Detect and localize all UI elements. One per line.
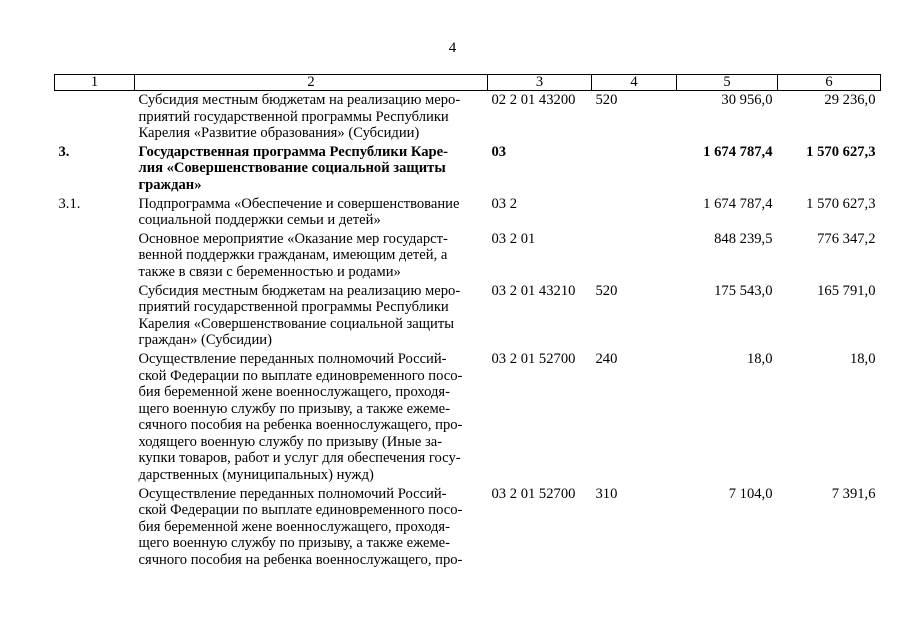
row-code: 03 xyxy=(491,143,507,160)
row-name xyxy=(135,195,488,230)
row-value-5: 18,0 xyxy=(746,350,773,367)
table-body xyxy=(55,91,881,570)
row-expense-type: 520 xyxy=(595,282,618,299)
row-expense-type xyxy=(592,143,677,195)
row-name-line: Осуществление переданных полномочий Россий- xyxy=(138,485,447,502)
column-number: 2 xyxy=(135,75,488,91)
row-name xyxy=(135,485,488,570)
row-name-line: также в связи с беременностью и родами» xyxy=(138,263,401,280)
row-name-line: Субсидия местным бюджетам на реализацию меро- xyxy=(138,92,461,108)
row-name-line: сячного пособия на ребенка военнослужащего, про- xyxy=(138,552,463,569)
row-name xyxy=(135,350,488,485)
row-name-line: лия «Совершенствование социальной защиты xyxy=(138,160,446,177)
row-name-line: Государственная программа Республики Каре- xyxy=(138,143,449,160)
row-index: 3.1. xyxy=(58,195,81,212)
row-name-line: Карелия «Совершенствование социальной защиты xyxy=(138,315,455,332)
row-name xyxy=(135,143,488,195)
table-row xyxy=(55,485,881,570)
row-name-line: Подпрограмма «Обеспечение и совершенствование xyxy=(138,195,460,212)
row-value-5: 848 239,5 xyxy=(714,230,773,247)
row-index xyxy=(55,91,135,143)
table-row xyxy=(55,143,881,195)
column-number: 5 xyxy=(677,75,778,91)
row-value-6: 1 570 627,3 xyxy=(806,195,876,212)
row-code: 03 2 01 52700 xyxy=(491,350,576,367)
row-name xyxy=(135,282,488,350)
table-header xyxy=(55,75,881,91)
row-index xyxy=(55,350,135,485)
row-name-line: Субсидия местным бюджетам на реализацию меро- xyxy=(138,282,461,299)
row-name-line: сячного пособия на ребенка военнослужащего, про- xyxy=(138,417,463,434)
row-expense-type xyxy=(592,195,677,230)
row-name-line: бия беременной жене военнослужащего, проходя- xyxy=(138,518,451,535)
row-value-5: 1 674 787,4 xyxy=(703,195,773,212)
row-value-6: 165 791,0 xyxy=(817,282,876,299)
row-name-line: Осуществление переданных полномочий Россий- xyxy=(138,350,447,367)
row-expense-type: 520 xyxy=(595,92,618,108)
row-value-6: 776 347,2 xyxy=(817,230,876,247)
table-row xyxy=(55,350,881,485)
row-expense-type: 240 xyxy=(595,350,618,367)
row-name-line: ской Федерации по выплате единовременного посо- xyxy=(138,367,463,384)
column-number: 1 xyxy=(55,75,135,91)
row-code: 03 2 xyxy=(491,195,518,212)
row-name-line: венной поддержки гражданам, имеющим детей, а xyxy=(138,247,448,264)
row-name-line: щего военную службу по призыву, а также ежеме- xyxy=(138,535,451,552)
row-name-line: Карелия «Развитие образования» (Субсидии) xyxy=(138,125,420,142)
row-code: 02 2 01 43200 xyxy=(491,92,576,108)
row-name-line: приятий государственной программы Республики xyxy=(138,299,449,316)
row-name-line: ской Федерации по выплате единовременного посо- xyxy=(138,502,463,519)
row-value-5: 7 104,0 xyxy=(728,485,773,502)
row-index xyxy=(55,485,135,570)
row-name-line: граждан» xyxy=(138,176,202,193)
row-name-line: социальной поддержки семьи и детей» xyxy=(138,212,381,229)
row-value-5: 1 674 787,4 xyxy=(703,143,773,160)
row-name-line: щего военную службу по призыву, а также ежеме- xyxy=(138,400,451,417)
row-name-line: ходящего военную службу по призыву (Иные за- xyxy=(138,433,443,450)
row-index xyxy=(55,230,135,282)
table-row xyxy=(55,282,881,350)
row-code: 03 2 01 43210 xyxy=(491,282,576,299)
row-name-line: граждан» (Субсидии) xyxy=(138,332,272,349)
budget-table xyxy=(54,74,881,570)
row-name xyxy=(135,230,488,282)
row-value-6: 18,0 xyxy=(849,350,876,367)
row-index: 3. xyxy=(58,143,70,160)
row-code: 03 2 01 xyxy=(491,230,536,247)
row-name-line: Основное мероприятие «Оказание мер государст- xyxy=(138,230,448,247)
row-expense-type xyxy=(592,230,677,282)
column-number: 3 xyxy=(488,75,592,91)
table-row xyxy=(55,230,881,282)
table-row xyxy=(55,91,881,143)
row-index xyxy=(55,282,135,350)
row-value-6: 29 236,0 xyxy=(824,92,876,108)
column-number: 6 xyxy=(778,75,881,91)
row-expense-type: 310 xyxy=(595,485,618,502)
column-number: 4 xyxy=(592,75,677,91)
row-name-line: приятий государственной программы Республики xyxy=(138,108,449,125)
row-name-line: купки товаров, работ и услуг для обеспечения госу- xyxy=(138,450,461,467)
row-value-6: 7 391,6 xyxy=(831,485,876,502)
row-value-5: 175 543,0 xyxy=(714,282,773,299)
row-code: 03 2 01 52700 xyxy=(491,485,576,502)
row-name xyxy=(135,91,488,143)
column-number-row xyxy=(55,75,881,91)
row-name-line: бия беременной жене военнослужащего, проходя- xyxy=(138,384,451,401)
page-number: 4 xyxy=(448,40,457,56)
table-row xyxy=(55,195,881,230)
row-name-line: дарственных (муниципальных) нужд) xyxy=(138,467,374,484)
row-value-5: 30 956,0 xyxy=(721,92,773,108)
row-value-6: 1 570 627,3 xyxy=(806,143,876,160)
